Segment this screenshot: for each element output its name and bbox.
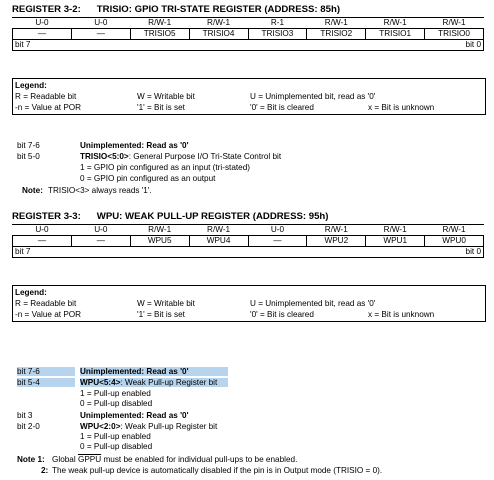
access-cell: U-0 bbox=[13, 18, 72, 29]
access-cell: R/W-1 bbox=[425, 18, 484, 29]
field-name: WPU<2:0> bbox=[80, 422, 121, 431]
note-text bbox=[52, 455, 297, 464]
bit-low-label: bit 0 bbox=[465, 247, 481, 256]
note-text: The weak pull-up device is automatically disabled if the pin is in Output mode (TRISIO = 0). bbox=[52, 466, 383, 475]
legend-cleared: '0' = Bit is cleared bbox=[250, 310, 314, 319]
legend-row bbox=[13, 92, 485, 103]
bit-cell: TRISIO3 bbox=[248, 29, 307, 40]
legend-heading: Legend: bbox=[15, 81, 47, 90]
legend-unimplemented: U = Unimplemented bit, read as '0' bbox=[250, 299, 376, 308]
legend-set: '1' = Bit is set bbox=[137, 103, 185, 112]
bit-cell: WPU0 bbox=[425, 236, 484, 247]
register-label: REGISTER 3-3: bbox=[12, 211, 81, 222]
register-name: WPU: WEAK PULL-UP REGISTER (ADDRESS: 95h) bbox=[96, 211, 329, 222]
legend-writable: W = Writable bit bbox=[137, 299, 195, 308]
legend-box bbox=[12, 285, 486, 322]
note-key: Note 1: bbox=[17, 455, 45, 464]
access-cell: R/W-1 bbox=[130, 18, 189, 29]
note-pre: Global bbox=[52, 455, 78, 464]
field-desc: : General Purpose I/O Tri-State Control bit bbox=[128, 152, 282, 161]
bit-cell: TRISIO1 bbox=[366, 29, 425, 40]
note-key: 2: bbox=[41, 466, 49, 475]
access-cell: U-0 bbox=[13, 225, 72, 236]
access-cell: U-0 bbox=[71, 225, 130, 236]
legend-readable: R = Readable bit bbox=[15, 299, 77, 308]
legend-heading: Legend: bbox=[15, 288, 47, 297]
legend-set: '1' = Bit is set bbox=[137, 310, 185, 319]
access-cell: R/W-1 bbox=[425, 225, 484, 236]
access-cell: R/W-1 bbox=[189, 18, 248, 29]
access-row bbox=[13, 225, 484, 236]
field-name: WPU<5:4> bbox=[80, 378, 121, 387]
register-3-2-title bbox=[12, 4, 340, 15]
bit-cell: TRISIO4 bbox=[189, 29, 248, 40]
register-3-3-table bbox=[12, 225, 484, 258]
option-pullup-enabled: 1 = Pull-up enabled bbox=[80, 432, 151, 441]
access-cell: R/W-1 bbox=[189, 225, 248, 236]
bit-cell: TRISIO2 bbox=[307, 29, 366, 40]
bit-position-row bbox=[13, 247, 484, 258]
bit-key: bit 2-0 bbox=[17, 422, 40, 431]
legend-row bbox=[13, 103, 485, 114]
gppu-label: GPPU bbox=[77, 455, 102, 464]
bit-low-label: bit 0 bbox=[465, 40, 481, 49]
bit-name-row bbox=[13, 29, 484, 40]
bit-key: bit 7-6 bbox=[17, 367, 75, 376]
access-cell: U-0 bbox=[71, 18, 130, 29]
access-cell: R/W-1 bbox=[130, 225, 189, 236]
bit-high-label: bit 7 bbox=[15, 40, 31, 49]
bit-position-cell bbox=[13, 247, 484, 258]
register-3-2-table bbox=[12, 18, 484, 51]
legend-unimplemented: U = Unimplemented bit, read as '0' bbox=[250, 92, 376, 101]
legend-por: -n = Value at POR bbox=[15, 103, 82, 112]
legend-readable: R = Readable bit bbox=[15, 92, 77, 101]
bit-key: bit 5-4 bbox=[17, 378, 75, 387]
option-pullup-disabled: 0 = Pull-up disabled bbox=[80, 442, 153, 451]
bit-cell: WPU5 bbox=[130, 236, 189, 247]
field-desc: : Weak Pull-up Register bit bbox=[120, 378, 218, 387]
access-cell: R/W-1 bbox=[366, 225, 425, 236]
register-3-3-title bbox=[12, 211, 328, 222]
bit-desc: Unimplemented: Read as '0' bbox=[80, 411, 189, 420]
bit-cell: TRISIO0 bbox=[425, 29, 484, 40]
note-key: Note: bbox=[22, 186, 43, 195]
access-cell: R/W-1 bbox=[307, 225, 366, 236]
bit-key: bit 3 bbox=[17, 411, 33, 420]
bit-desc: Unimplemented: Read as '0' bbox=[80, 367, 228, 376]
legend-por: -n = Value at POR bbox=[15, 310, 82, 319]
legend-box bbox=[12, 78, 486, 115]
register-name: TRISIO: GPIO TRI-STATE REGISTER (ADDRESS: 85h) bbox=[96, 4, 341, 15]
bit-cell: — bbox=[248, 236, 307, 247]
legend-unknown: x = Bit is unknown bbox=[368, 310, 435, 319]
legend-cleared: '0' = Bit is cleared bbox=[250, 103, 314, 112]
note-text: TRISIO<3> always reads '1'. bbox=[48, 186, 152, 195]
bit-cell: WPU2 bbox=[307, 236, 366, 247]
bit-cell: — bbox=[13, 29, 72, 40]
option-pullup-enabled: 1 = Pull-up enabled bbox=[80, 389, 151, 398]
bit-key: bit 7-6 bbox=[17, 141, 40, 150]
bit-cell: — bbox=[13, 236, 72, 247]
bit-desc: Unimplemented: Read as '0' bbox=[80, 141, 189, 150]
bit-name-row bbox=[13, 236, 484, 247]
access-cell: U-0 bbox=[248, 225, 307, 236]
bit-cell: WPU1 bbox=[366, 236, 425, 247]
bit-position-cell bbox=[13, 40, 484, 51]
option-output: 0 = GPIO pin configured as an output bbox=[80, 174, 216, 183]
legend-row bbox=[13, 299, 485, 310]
bit-cell: WPU4 bbox=[189, 236, 248, 247]
bit-desc bbox=[80, 152, 281, 161]
bit-key: bit 5-0 bbox=[17, 152, 40, 161]
legend-writable: W = Writable bit bbox=[137, 92, 195, 101]
access-cell: R/W-1 bbox=[366, 18, 425, 29]
register-label: REGISTER 3-2: bbox=[12, 4, 81, 15]
field-desc: : Weak Pull-up Register bit bbox=[120, 422, 218, 431]
bit-desc bbox=[80, 378, 228, 387]
bit-high-label: bit 7 bbox=[15, 247, 31, 256]
note-post: must be enabled for individual pull-ups to be enabled. bbox=[101, 455, 298, 464]
bit-cell: TRISIO5 bbox=[130, 29, 189, 40]
access-cell: R-1 bbox=[248, 18, 307, 29]
field-name: TRISIO<5:0> bbox=[80, 152, 129, 161]
option-pullup-disabled: 0 = Pull-up disabled bbox=[80, 399, 153, 408]
access-cell: R/W-1 bbox=[307, 18, 366, 29]
legend-unknown: x = Bit is unknown bbox=[368, 103, 435, 112]
bit-cell: — bbox=[71, 236, 130, 247]
bit-cell: — bbox=[71, 29, 130, 40]
legend-row bbox=[13, 310, 485, 321]
bit-desc bbox=[80, 422, 217, 431]
option-input: 1 = GPIO pin configured as an input (tri-stated) bbox=[80, 163, 250, 172]
access-row bbox=[13, 18, 484, 29]
bit-position-row bbox=[13, 40, 484, 51]
